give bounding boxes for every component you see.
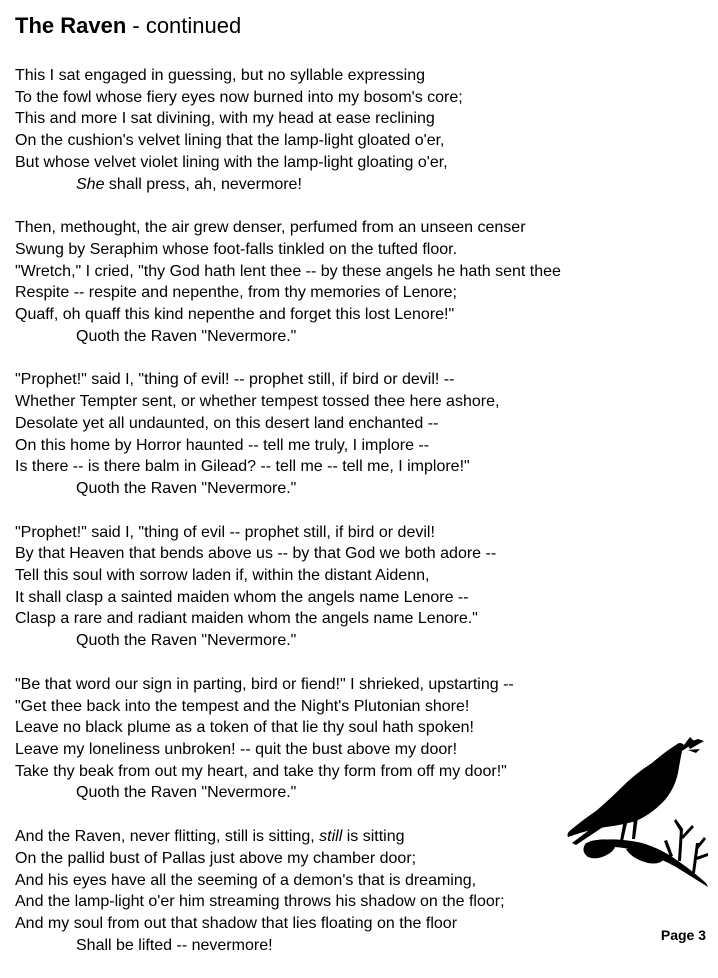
poem-line: And my soul from out that shadow that lies floating on the floor (15, 914, 458, 932)
poem-line: Tell this soul with sorrow laden if, within the distant Aidenn, (15, 567, 430, 585)
poem-line: Respite -- respite and nepenthe, from thy memories of Lenore; (15, 284, 457, 302)
stanza-3 (15, 369, 705, 499)
refrain-line: Quoth the Raven "Nevermore." (76, 327, 297, 345)
title-suffix: - continued (126, 13, 242, 38)
poem-line: "Get thee back into the tempest and the Night's Plutonian shore! (15, 697, 470, 715)
line-tail: is sitting (342, 828, 405, 846)
poem-line: And his eyes have all the seeming of a demon's that is dreaming, (15, 871, 477, 889)
poem-line: Clasp a rare and radiant maiden whom the angels name Lenore." (15, 610, 478, 628)
poem-line: Is there -- is there balm in Gilead? -- tell me -- tell me, I implore!" (15, 458, 470, 476)
poem-line: It shall clasp a sainted maiden whom the angels name Lenore -- (15, 588, 469, 606)
refrain-italic: She (76, 175, 105, 193)
line-head: And the Raven, never flitting, still is sitting, (15, 828, 320, 846)
stanza-2 (15, 217, 705, 347)
poem-line: Desolate yet all undaunted, on this desert land enchanted -- (15, 414, 439, 432)
refrain-line: Quoth the Raven "Nevermore." (76, 632, 297, 650)
poem-line: "Prophet!" said I, "thing of evil! -- prophet still, if bird or devil! -- (15, 371, 455, 389)
refrain-line: Quoth the Raven "Nevermore." (76, 784, 297, 802)
poem-line: Quaff, oh quaff this kind nepenthe and forget this lost Lenore!" (15, 306, 455, 324)
poem-line: But whose velvet violet lining with the lamp-light gloating o'er, (15, 153, 448, 171)
poem-line: And the lamp-light o'er him streaming throws his shadow on the floor; (15, 893, 505, 911)
line-italic: still (319, 828, 343, 846)
poem-line: On the pallid bust of Pallas just above my chamber door; (15, 849, 417, 867)
poem-line: On this home by Horror haunted -- tell me truly, I implore -- (15, 436, 430, 454)
poem-line: Swung by Seraphim whose foot-falls tinkled on the tufted floor. (15, 240, 458, 258)
refrain-line: Quoth the Raven "Nevermore." (76, 479, 297, 497)
poem-line: Take thy beak from out my heart, and take thy form from off my door!" (15, 762, 507, 780)
poem-line: "Wretch," I cried, "thy God hath lent thee -- by these angels he hath sent thee (15, 262, 561, 280)
poem-line: Leave my loneliness unbroken! -- quit the bust above my door! (15, 740, 458, 758)
poem-title: The Raven (15, 13, 127, 38)
refrain-rest: shall press, ah, nevermore! (104, 175, 302, 193)
poem-line: "Prophet!" said I, "thing of evil -- prophet still, if bird or devil! (15, 523, 435, 541)
poem-line: To the fowl whose fiery eyes now burned into my bosom's core; (15, 88, 463, 106)
poem-line: Whether Tempter sent, or whether tempest tossed thee here ashore, (15, 393, 500, 411)
page-title (15, 12, 241, 40)
poem-line: Leave no black plume as a token of that lie thy soul hath spoken! (15, 719, 474, 737)
refrain-line (15, 174, 705, 196)
poem-line: This and more I sat divining, with my head at ease reclining (15, 110, 435, 128)
poem-line: "Be that word our sign in parting, bird or fiend!" I shrieked, upstarting -- (15, 675, 514, 693)
page-number: Page 3 (660, 927, 706, 943)
raven-silhouette-icon (566, 733, 712, 898)
poem-line: On the cushion's velvet lining that the lamp-light gloated o'er, (15, 132, 445, 150)
stanza-1 (15, 65, 705, 195)
stanza-4 (15, 522, 705, 652)
poem-line: By that Heaven that bends above us -- by that God we both adore -- (15, 545, 497, 563)
poem-line: This I sat engaged in guessing, but no syllable expressing (15, 67, 426, 84)
poem-line: Then, methought, the air grew denser, perfumed from an unseen censer (15, 219, 526, 237)
refrain-line: Shall be lifted -- nevermore! (76, 936, 273, 954)
